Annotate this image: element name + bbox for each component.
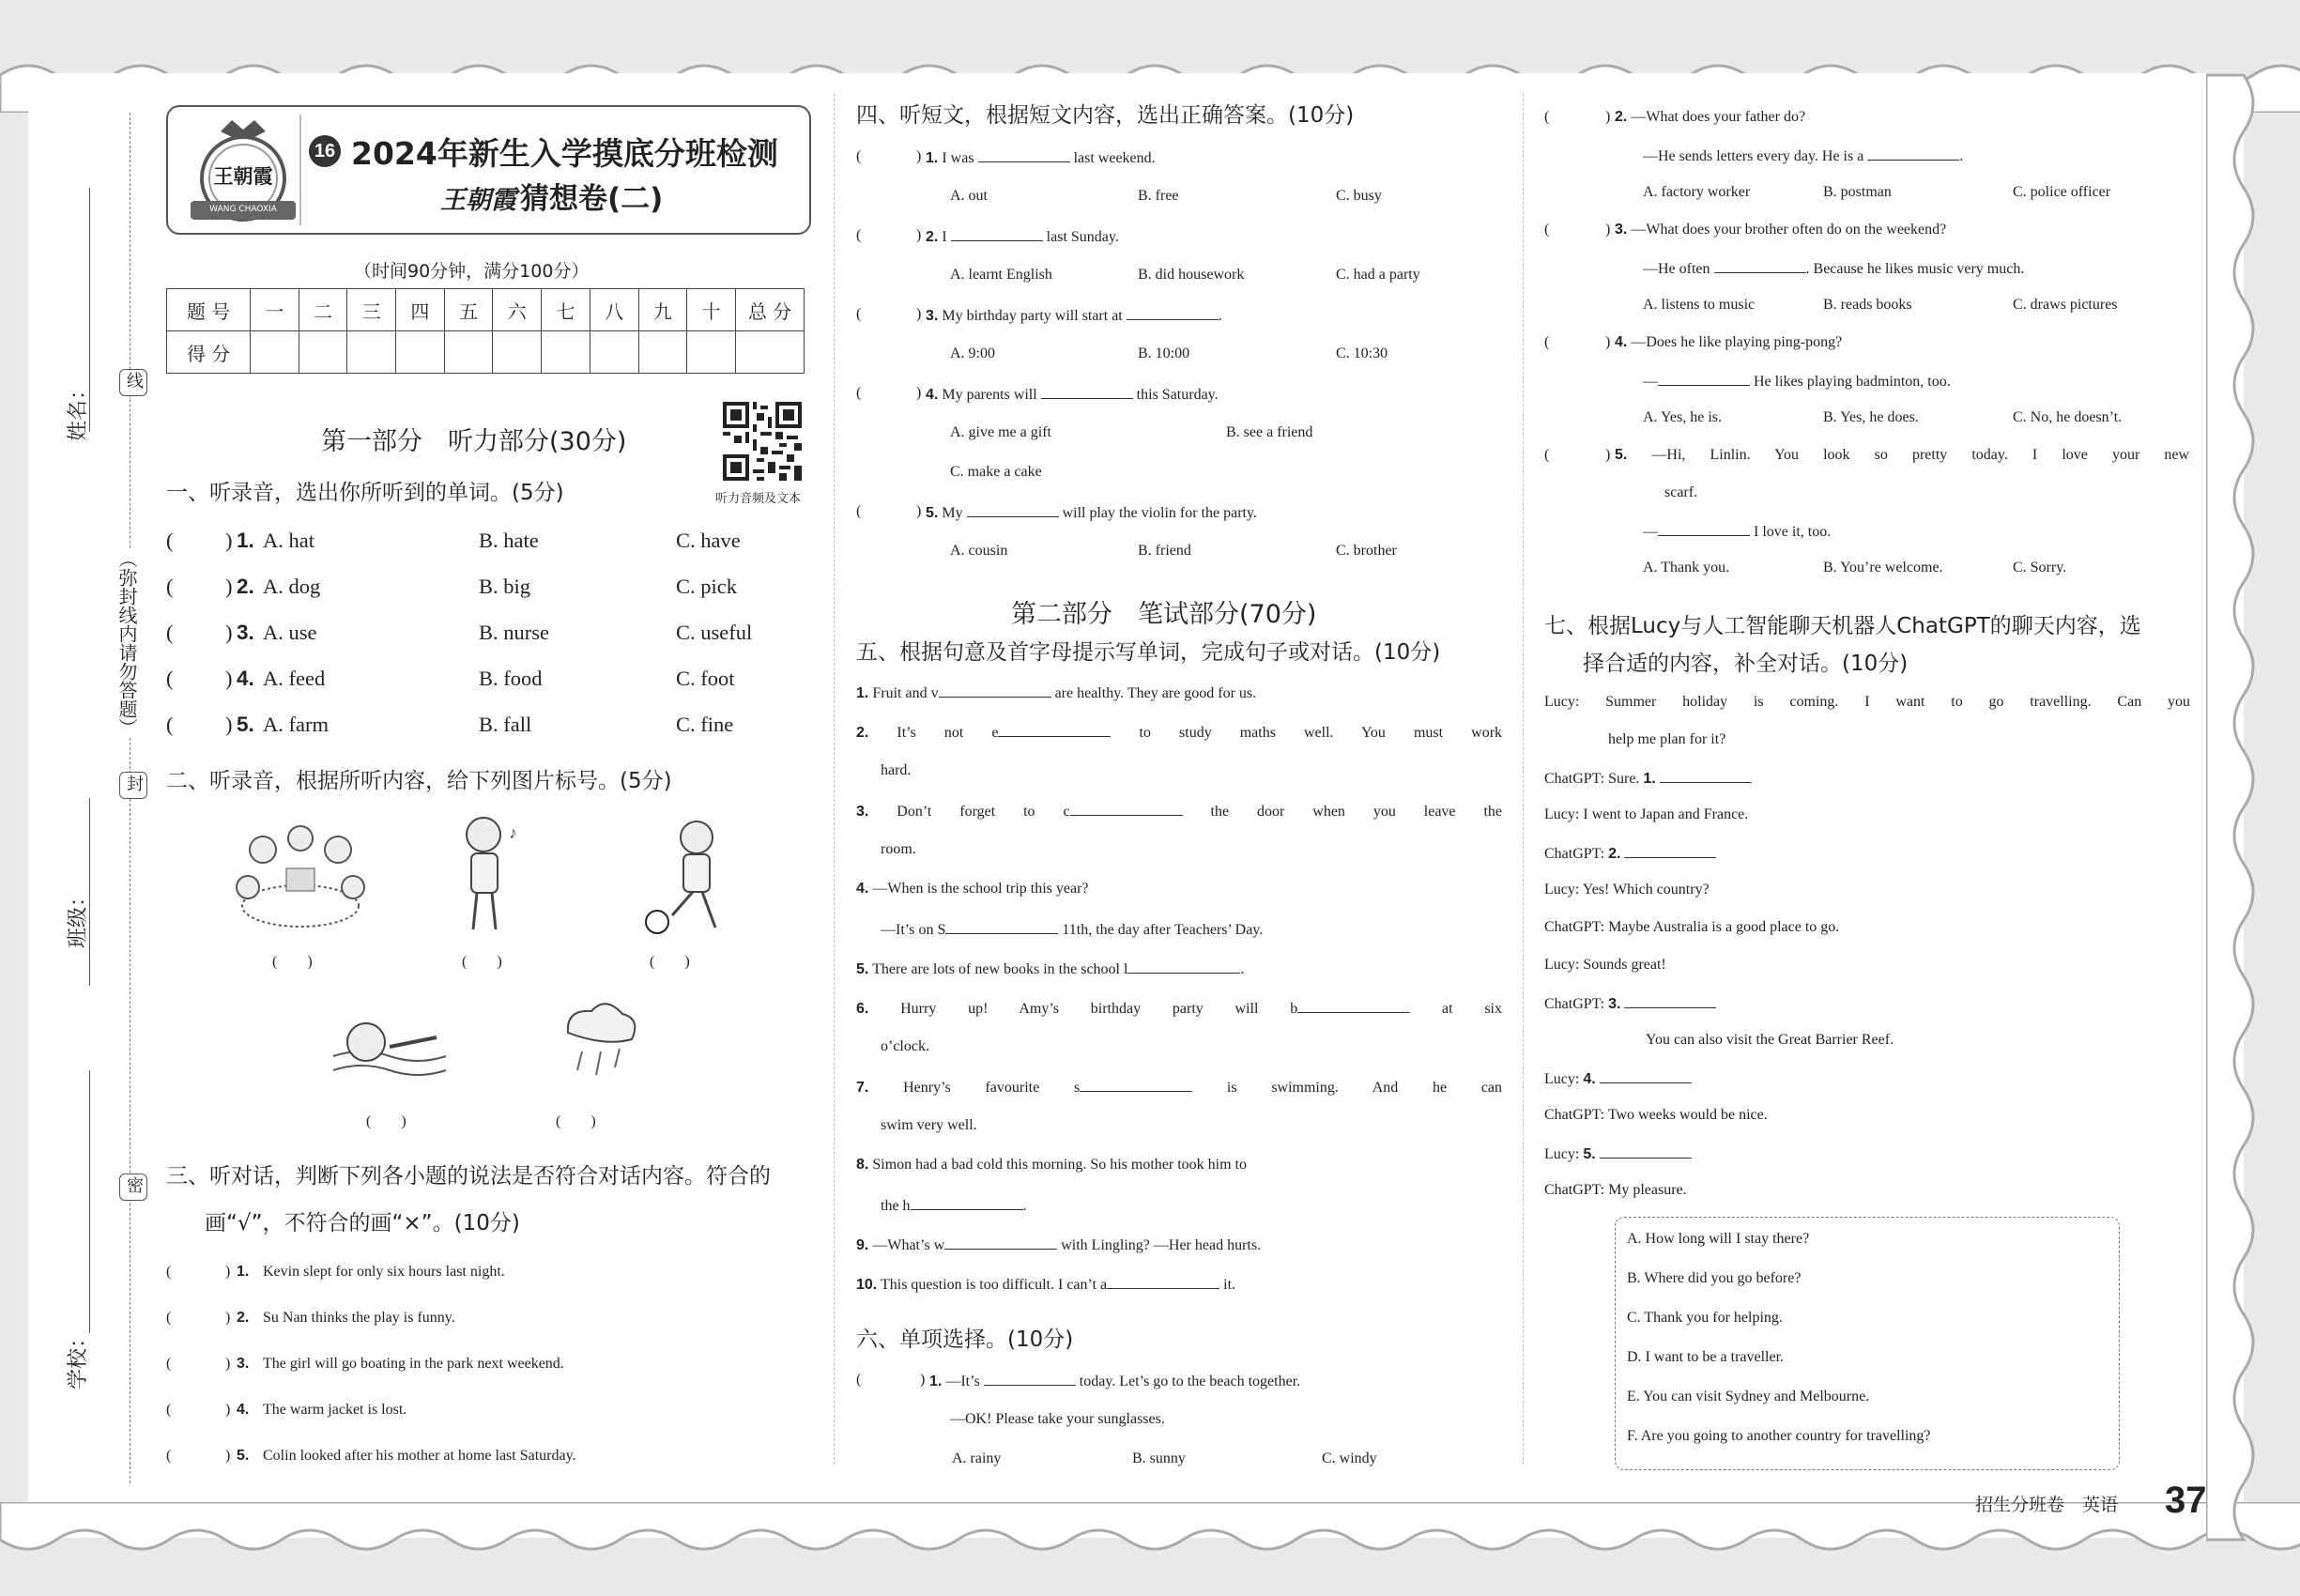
item-number: 3. (237, 1356, 250, 1372)
item-continuation: hard. (881, 762, 912, 778)
dialog-line: ChatGPT: Two weeks would be nice. (1544, 1107, 1768, 1123)
part2-title: 第二部分 笔试部分(70分) (1011, 600, 1317, 629)
option-a: A. Yes, he is. (1643, 409, 1723, 425)
picture-bracket[interactable]: ( ) (556, 1113, 596, 1129)
section-6-title: 六、单项选择。(10分) (856, 1327, 1074, 1352)
answer-paren[interactable]: ( (856, 1372, 862, 1388)
answer-paren[interactable]: ( (856, 148, 862, 164)
answer-blank[interactable] (978, 143, 1070, 162)
option-a: A. hat (263, 529, 314, 552)
answer-paren[interactable]: ( (856, 306, 862, 322)
option-b: B. Yes, he does. (1823, 409, 1919, 425)
right-wavy-edge (2206, 0, 2291, 1596)
item-line: 7. Henry’s favourite s is swimming. And he can (856, 1072, 1502, 1102)
statement: Colin looked after his mother at home last Saturday. (263, 1448, 576, 1464)
option-c: C. useful (676, 621, 753, 644)
answer-blank[interactable] (1080, 1072, 1192, 1092)
option-c: C. make a cake (950, 464, 1042, 480)
logo (187, 115, 299, 225)
option-b: B. fall (479, 713, 532, 736)
options-box (1615, 1217, 2120, 1470)
item-continuation: — He likes playing badminton, too. (1643, 366, 1951, 396)
answer-paren[interactable]: ( (856, 503, 862, 519)
item-continuation: —He often . Because he likes music very much. (1643, 253, 2024, 284)
item-line: 2. It’s not e to study maths well. You must work (856, 717, 1502, 747)
logo-brand-text: 王朝霞 (213, 164, 273, 188)
answer-blank[interactable] (939, 678, 1051, 698)
answer-paren[interactable]: ( (166, 1448, 172, 1464)
option-c: C. pick (676, 575, 737, 598)
dialog-line: ChatGPT: Maybe Australia is a good place to go. (1544, 919, 1840, 935)
picture-bracket[interactable]: ( ) (272, 954, 313, 970)
answer-paren[interactable]: ( (166, 667, 174, 690)
answer-blank[interactable] (1600, 1064, 1692, 1083)
option-a: A. Thank you. (1643, 560, 1730, 575)
score-col-header: 七 (542, 289, 590, 331)
score-table-score-row (167, 331, 805, 374)
score-col-header: 五 (444, 289, 493, 331)
score-cell[interactable] (251, 331, 299, 374)
item-line: 5. —Hi, Linlin. You look so pretty today. I love your new (1615, 447, 2190, 463)
answer-paren-close: ) (225, 1402, 231, 1418)
test-number-badge: 16 (309, 135, 341, 167)
answer-paren[interactable]: ( (166, 621, 174, 644)
answer-paren[interactable]: ( (166, 529, 174, 552)
item-line: 3. —What does your brother often do on the weekend? (1615, 222, 1947, 238)
answer-paren[interactable]: ( (166, 1310, 172, 1326)
dialog-line: Lucy: Sounds great! (1544, 957, 1666, 973)
dialog-text: ChatGPT: 3. (1544, 989, 1716, 1019)
seal-mark-secret: 密 (119, 1174, 147, 1201)
score-cell[interactable] (687, 331, 736, 374)
answer-blank[interactable] (984, 1366, 1076, 1386)
page-number: 37 (2165, 1480, 2207, 1521)
item-line: 1. Fruit and v are healthy. They are good for us. (856, 678, 1256, 708)
boy-singing-picture (441, 812, 535, 939)
item-line: 4. My parents will this Saturday. (926, 379, 1219, 409)
score-col-header: 总 分 (736, 289, 805, 331)
answer-blank[interactable] (1867, 141, 1959, 161)
option-c: C. have (676, 529, 741, 552)
item-continuation: —OK! Please take your sunglasses. (950, 1411, 1165, 1427)
score-col-header: 一 (251, 289, 299, 331)
answer-blank[interactable] (1624, 838, 1716, 858)
option-c: C. draws pictures (2013, 297, 2118, 313)
option-b: B. reads books (1823, 297, 1912, 313)
dialog-continuation: help me plan for it? (1608, 731, 1726, 747)
option-c: C. busy (1336, 188, 1382, 204)
section-2-title: 二、听录音，根据所听内容，给下列图片标号。(5分) (166, 769, 672, 793)
option-c: C. windy (1322, 1450, 1377, 1466)
school-line[interactable] (89, 1070, 90, 1333)
item-continuation: room. (881, 841, 916, 857)
answer-paren[interactable]: ( (856, 385, 862, 401)
logo-sub-text: WANG CHAOXIA (209, 205, 277, 214)
option-b: B. friend (1138, 543, 1191, 559)
item-line: 4. —When is the school trip this year? (856, 881, 1089, 897)
score-row1-label: 题 号 (167, 289, 251, 331)
answer-blank[interactable] (1041, 379, 1133, 399)
option-a: A. dog (263, 575, 321, 598)
seal-notice: （弥封线内请勿答题） (115, 549, 138, 737)
picture-bracket[interactable]: ( ) (650, 954, 690, 970)
score-cell[interactable] (736, 331, 805, 374)
statement: Su Nan thinks the play is funny. (263, 1310, 455, 1326)
score-cell[interactable] (638, 331, 687, 374)
section-3-title-line2: 画“√”，不符合的画“×”。(10分) (205, 1211, 520, 1235)
answer-paren[interactable]: ( (856, 227, 862, 243)
option-c: C. police officer (2013, 184, 2111, 200)
section-5-title: 五、根据句意及首字母提示写单词，完成句子或对话。(10分) (856, 640, 1441, 665)
score-cell[interactable] (396, 331, 445, 374)
option-a: A. factory worker (1643, 184, 1751, 200)
option-c: C. had a party (1336, 267, 1420, 283)
answer-paren[interactable]: ( (166, 1356, 172, 1372)
name-label: 姓名： (67, 378, 90, 441)
score-cell[interactable] (299, 331, 347, 374)
answer-blank[interactable] (1107, 1269, 1219, 1289)
answer-paren-close: ) (1605, 109, 1611, 125)
item-continuation: —It’s on S 11th, the day after Teachers’ Day. (881, 914, 1263, 944)
option-item: C. Thank you for helping. (1627, 1310, 1783, 1326)
option-b: B. free (1138, 188, 1179, 204)
option-a: A. out (950, 188, 988, 204)
answer-paren-close: ) (225, 621, 233, 644)
subtitle-brand: 王朝霞 (440, 186, 516, 215)
qr-code-icon (723, 402, 802, 481)
item-continuation: —He sends letters every day. He is a . (1643, 141, 1963, 171)
dialog-line: ChatGPT: Sure. 1. (1544, 763, 1752, 793)
answer-blank[interactable] (951, 222, 1043, 241)
answer-blank[interactable] (944, 1230, 1057, 1250)
exam-title: 2024年新生入学摸底分班检测 (351, 135, 778, 172)
answer-blank[interactable] (998, 717, 1111, 737)
part1-title: 第一部分 听力部分(30分) (321, 427, 627, 456)
option-c: C. 10:30 (1336, 345, 1388, 361)
answer-paren[interactable]: ( (166, 1402, 172, 1418)
option-item: A. How long will I stay there? (1627, 1231, 1810, 1247)
option-b: B. postman (1823, 184, 1892, 200)
picture-bracket[interactable]: ( ) (366, 1113, 406, 1129)
option-item: B. Where did you go before? (1627, 1270, 1802, 1286)
answer-paren-close: ) (225, 1356, 231, 1372)
item-continuation: the h . (881, 1190, 1027, 1220)
item-line: 5. My will play the violin for the party. (926, 498, 1257, 528)
swimming-picture (324, 1000, 465, 1089)
option-b: B. see a friend (1226, 424, 1313, 440)
answer-paren[interactable]: ( (166, 713, 174, 736)
header-separator (299, 115, 301, 225)
column-divider-2 (1523, 94, 1524, 1465)
option-c: C. No, he doesn’t. (2013, 409, 2123, 425)
option-c: C. foot (676, 667, 735, 690)
score-row2-label: 得 分 (167, 331, 251, 374)
option-a: A. give me a gift (950, 424, 1051, 440)
answer-paren-close: ) (916, 148, 922, 164)
section-1-title: 一、听录音，选出你所听到的单词。(5分) (166, 481, 564, 505)
seal-mark-seal: 封 (119, 772, 147, 799)
answer-blank[interactable] (1658, 366, 1750, 386)
item-line: 6. Hurry up! Amy’s birthday party will b at six (856, 993, 1502, 1023)
item-number: 2. (237, 575, 254, 598)
statement: Kevin slept for only six hours last night. (263, 1264, 505, 1280)
item-line: 9. —What’s w with Lingling? —Her head hurts. (856, 1230, 1261, 1260)
option-a: A. listens to music (1643, 297, 1756, 313)
item-continuation: swim very well. (881, 1117, 977, 1133)
score-col-header: 八 (590, 289, 638, 331)
option-b: B. sunny (1132, 1450, 1186, 1466)
option-b: B. 10:00 (1138, 345, 1190, 361)
statement: The warm jacket is lost. (263, 1402, 407, 1418)
item-line: 1. I was last weekend. (926, 143, 1156, 173)
item-number: 4. (237, 667, 254, 690)
option-a: A. use (263, 621, 317, 644)
answer-paren-close: ) (916, 227, 922, 243)
item-number: 5. (237, 1448, 250, 1464)
answer-blank[interactable] (1660, 763, 1752, 783)
dialog-line: Lucy: 5. (1544, 1139, 1692, 1169)
answer-paren[interactable]: ( (1544, 109, 1550, 125)
name-line[interactable] (89, 188, 90, 432)
score-cell[interactable] (542, 331, 590, 374)
item-continuation: — I love it, too. (1643, 516, 1831, 546)
item-line: 3. My birthday party will start at . (926, 300, 1222, 330)
option-a: A. farm (263, 713, 329, 736)
score-cell[interactable] (590, 331, 638, 374)
picture-bracket[interactable]: ( ) (462, 954, 502, 970)
dialog-line: ChatGPT: My pleasure. (1544, 1182, 1687, 1198)
answer-blank[interactable] (1624, 989, 1716, 1008)
party-picture (235, 812, 366, 934)
score-table-header-row (167, 289, 805, 331)
answer-paren-close: ) (920, 1372, 926, 1388)
answer-paren[interactable]: ( (1544, 334, 1550, 350)
answer-paren-close: ) (1605, 334, 1611, 350)
answer-blank[interactable] (945, 914, 1058, 934)
qr-code[interactable] (723, 402, 802, 481)
item-line: 3. Don’t forget to c the door when you leave the (856, 796, 1502, 826)
score-col-header: 十 (687, 289, 736, 331)
score-cell[interactable] (444, 331, 493, 374)
dialog-line: Lucy: I went to Japan and France. (1544, 806, 1749, 822)
column-divider-1 (834, 94, 835, 1465)
answer-blank[interactable] (1127, 300, 1219, 320)
answer-paren-close: ) (225, 1310, 231, 1326)
option-a: A. rainy (952, 1450, 1002, 1466)
score-col-header: 四 (396, 289, 445, 331)
item-line: 8. Simon had a bad cold this morning. So his mother took him to (856, 1157, 1247, 1173)
item-number: 4. (237, 1402, 250, 1418)
option-b: B. big (479, 575, 531, 598)
header-box (166, 105, 811, 235)
item-line: 5. There are lots of new books in the school l . (856, 954, 1244, 984)
answer-blank[interactable] (967, 498, 1059, 517)
boy-football-picture (638, 817, 751, 939)
svg-text:♪: ♪ (509, 823, 517, 842)
option-b: B. You’re welcome. (1823, 560, 1943, 575)
answer-paren-close: ) (225, 1448, 231, 1464)
item-number: 5. (237, 713, 254, 736)
score-col-header: 二 (299, 289, 347, 331)
score-col-header: 三 (347, 289, 396, 331)
dialog-text: Lucy: Summer holiday is coming. I want to go travelling. Can you (1544, 694, 2191, 710)
answer-paren[interactable]: ( (166, 1264, 172, 1280)
dialog-continuation: You can also visit the Great Barrier Reef. (1646, 1032, 1894, 1048)
option-c: C. brother (1336, 543, 1397, 559)
option-a: A. learnt English (950, 267, 1052, 283)
answer-blank[interactable] (911, 1190, 1023, 1210)
answer-paren-close: ) (225, 713, 233, 736)
score-cell[interactable] (347, 331, 396, 374)
item-number: 2. (237, 1310, 250, 1326)
item-line: 2. I last Sunday. (926, 222, 1119, 252)
answer-blank[interactable] (1714, 253, 1806, 273)
answer-paren-close: ) (916, 385, 922, 401)
answer-blank[interactable] (1297, 993, 1410, 1013)
section-7-title-line2: 择合适的内容，补全对话。(10分) (1583, 652, 1909, 676)
option-a: A. 9:00 (950, 345, 995, 361)
footer-label: 招生分班卷 英语 (1975, 1495, 2119, 1515)
time-info: （时间90分钟，满分100分） (354, 261, 590, 282)
score-cell[interactable] (493, 331, 542, 374)
answer-paren-close: ) (225, 575, 233, 598)
item-continuation: scarf. (1664, 484, 1698, 500)
option-c: C. Sorry. (2013, 560, 2067, 575)
answer-paren-close: ) (916, 503, 922, 519)
answer-paren-close: ) (916, 306, 922, 322)
section-4-title: 四、听短文，根据短文内容，选出正确答案。(10分) (856, 103, 1355, 128)
option-b: B. did housework (1138, 267, 1245, 283)
class-label: 班级： (67, 885, 90, 948)
option-b: B. hate (479, 529, 539, 552)
answer-blank[interactable] (1070, 796, 1183, 816)
qr-caption: 听力音频及文本 (715, 492, 802, 506)
statement: The girl will go boating in the park next weekend. (263, 1356, 564, 1372)
item-number: 1. (237, 529, 254, 552)
item-number: 3. (237, 621, 254, 644)
subtitle-text: 猜想卷(二) (520, 182, 664, 216)
answer-paren-close: ) (225, 667, 233, 690)
item-continuation: o’clock. (881, 1038, 929, 1054)
seal-mark-line: 线 (119, 369, 147, 396)
item-line: 2. —What does your father do? (1615, 109, 1806, 125)
option-b: B. nurse (479, 621, 549, 644)
answer-paren-close: ) (1605, 447, 1611, 463)
option-b: B. food (479, 667, 543, 690)
answer-paren[interactable]: ( (1544, 447, 1550, 463)
option-a: A. feed (263, 667, 326, 690)
item-line: 4. —Does he like playing ping-pong? (1615, 334, 1843, 350)
dialog-line: ChatGPT: 2. (1544, 838, 1716, 868)
score-col-header: 六 (493, 289, 542, 331)
class-line[interactable] (89, 798, 90, 986)
answer-paren[interactable]: ( (166, 575, 174, 598)
score-table (166, 288, 805, 374)
option-item: D. I want to be a traveller. (1627, 1349, 1785, 1365)
answer-blank[interactable] (1600, 1139, 1692, 1159)
score-col-header: 九 (638, 289, 687, 331)
answer-blank[interactable] (1658, 516, 1750, 536)
answer-paren[interactable]: ( (1544, 222, 1550, 238)
answer-blank[interactable] (1127, 954, 1240, 974)
dialog-line: Lucy: Yes! Which country? (1544, 882, 1710, 898)
answer-paren-close: ) (225, 529, 233, 552)
subtitle-row (440, 175, 663, 217)
bottom-wavy-edge (0, 1502, 2300, 1587)
option-a: A. cousin (950, 543, 1008, 559)
item-line: 10. This question is too difficult. I can’t a it. (856, 1269, 1235, 1299)
option-item: F. Are you going to another country for travelling? (1627, 1428, 1931, 1444)
dialog-line: Lucy: 4. (1544, 1064, 1692, 1094)
cloud-picture (549, 990, 643, 1098)
school-label: 学校： (67, 1327, 90, 1389)
option-item: E. You can visit Sydney and Melbourne. (1627, 1389, 1870, 1404)
option-c: C. fine (676, 713, 734, 736)
answer-paren-close: ) (1605, 222, 1611, 238)
answer-paren-close: ) (225, 1264, 231, 1280)
item-number: 1. (237, 1264, 250, 1280)
section-7-title-line1: 七、根据Lucy与人工智能聊天机器人ChatGPT的聊天内容，选 (1544, 614, 2141, 638)
section-3-title-line1: 三、听对话，判断下列各小题的说法是否符合对话内容。符合的 (166, 1164, 771, 1189)
item-line: 1. —It’s today. Let’s go to the beach together. (929, 1366, 1300, 1396)
